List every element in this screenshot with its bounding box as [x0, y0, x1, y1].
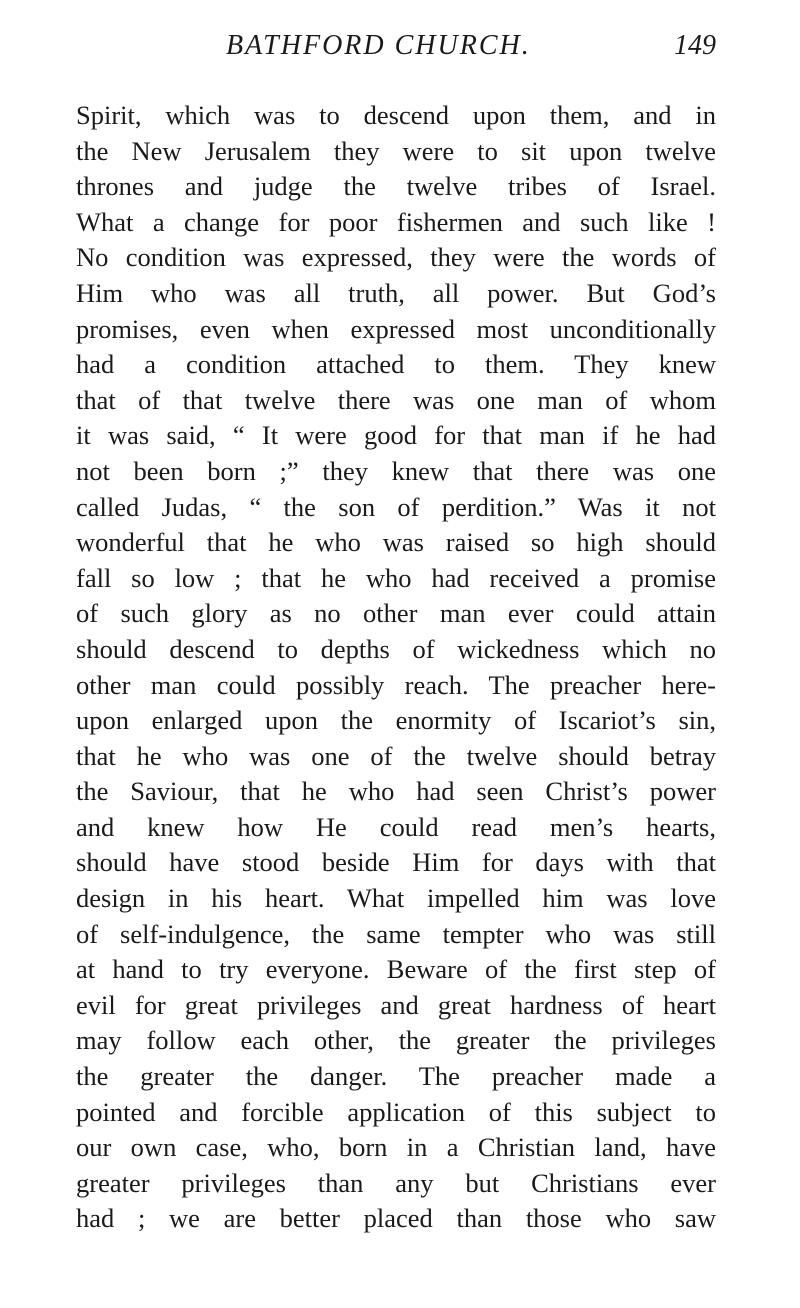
text-line: should have stood beside Him for days with that [76, 847, 716, 878]
text-line: upon enlarged upon the enormity of Iscariot’s sin, [76, 705, 716, 736]
text-line: of self-indulgence, the same tempter who was still [76, 918, 716, 949]
body-text [76, 98, 716, 1237]
text-line: pointed and forcible application of this subject to [76, 1096, 716, 1127]
text-line: Him who was all truth, all power. But God’s [76, 277, 716, 308]
text-line: promises, even when expressed most unconditionally [76, 313, 716, 344]
text-line: our own case, who, born in a Christian land, have [76, 1132, 716, 1163]
running-title: BATHFORD CHURCH. [226, 30, 531, 61]
text-line: had ; we are better placed than those who saw [76, 1203, 716, 1234]
text-line: of such glory as no other man ever could attain [76, 598, 716, 629]
text-line: had a condition attached to them. They knew [76, 349, 716, 380]
text-line: at hand to try everyone. Beware of the first step of [76, 954, 716, 985]
text-line: greater privileges than any but Christians ever [76, 1167, 716, 1198]
text-line: the greater the danger. The preacher made a [76, 1061, 716, 1092]
running-head [76, 30, 716, 70]
text-line: Spirit, which was to descend upon them, and in [76, 100, 716, 130]
text-line: and knew how He could read men’s hearts, [76, 811, 716, 842]
text-line: No condition was expressed, they were the words of [76, 242, 716, 273]
text-line: that he who was one of the twelve should betray [76, 740, 716, 771]
text-line: design in his heart. What impelled him was love [76, 883, 716, 914]
text-line: should descend to depths of wickedness which no [76, 633, 716, 664]
text-line: other man could possibly reach. The preacher here- [76, 669, 716, 700]
text-line: the Saviour, that he who had seen Christ’s power [76, 776, 716, 807]
text-line: thrones and judge the twelve tribes of Israel. [76, 171, 716, 202]
text-line: the New Jerusalem they were to sit upon twelve [76, 135, 716, 166]
text-line: wonderful that he who was raised so high should [76, 527, 716, 558]
text-line: fall so low ; that he who had received a promise [76, 562, 716, 593]
text-line: that of that twelve there was one man of whom [76, 384, 716, 415]
text-line: not been born ;” they knew that there was one [76, 455, 716, 486]
page-number: 149 [674, 30, 716, 61]
text-line: it was said, “ It were good for that man if he had [76, 420, 716, 451]
text-line: evil for great privileges and great hardness of heart [76, 989, 716, 1020]
text-line: called Judas, “ the son of perdition.” Was it not [76, 491, 716, 522]
text-line: may follow each other, the greater the privileges [76, 1025, 716, 1056]
text-line: What a change for poor fishermen and such like ! [76, 206, 716, 237]
